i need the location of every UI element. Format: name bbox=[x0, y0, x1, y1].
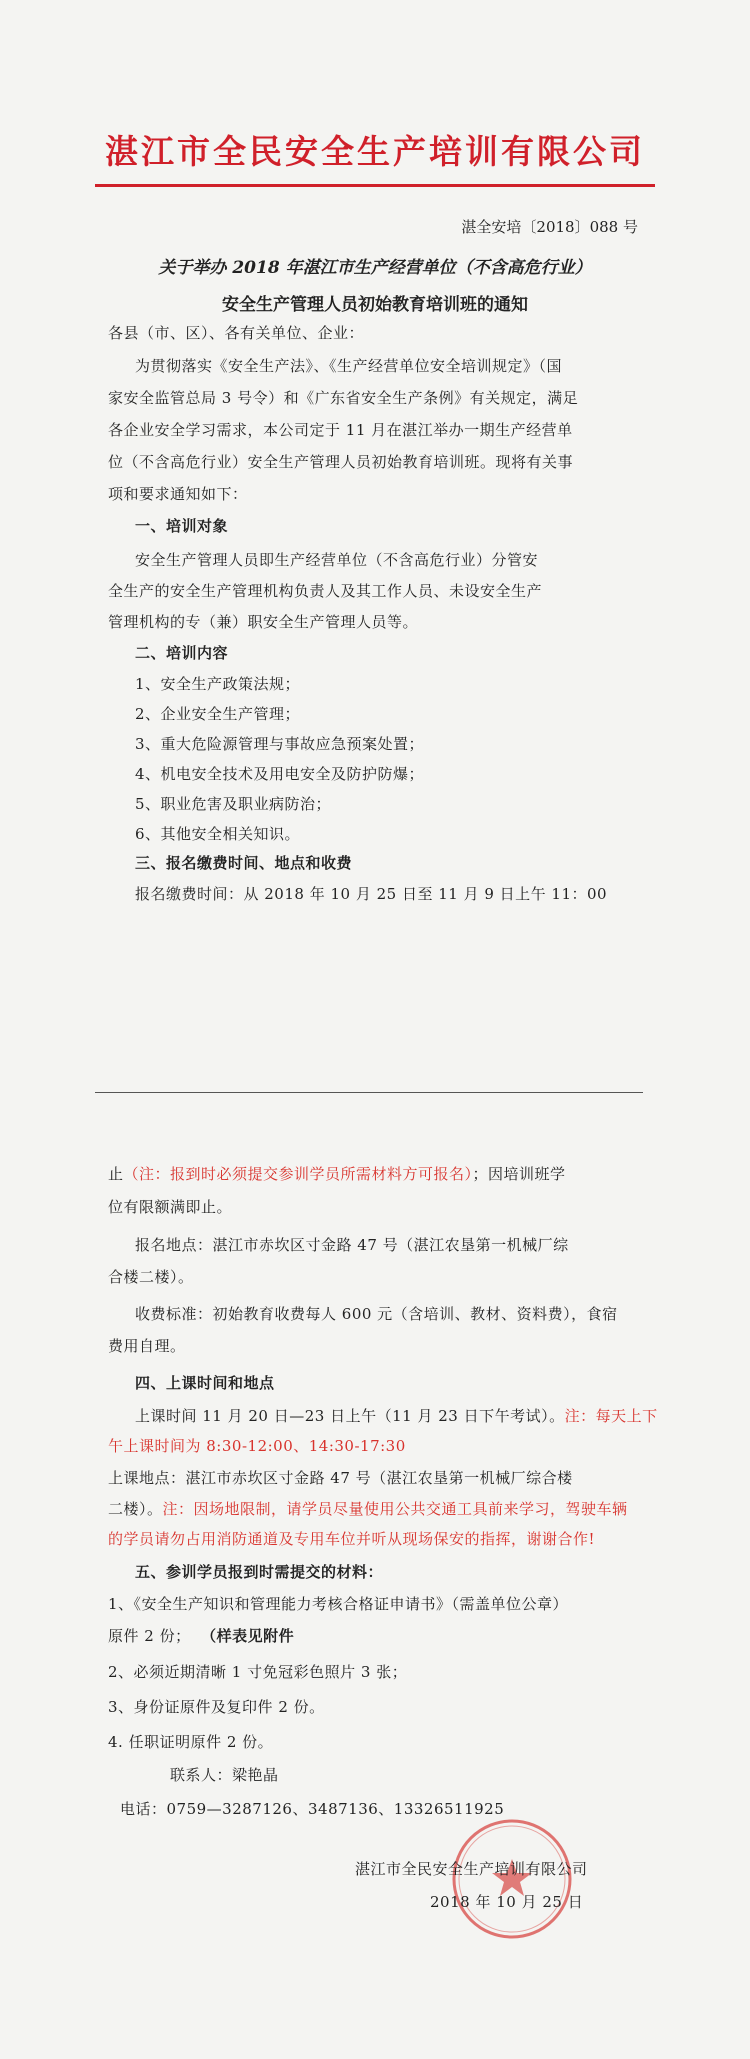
section-3-title: 三、报名缴费时间、地点和收费 bbox=[135, 854, 353, 872]
section-2-item: 1、安全生产政策法规； bbox=[135, 675, 301, 693]
notice-title-line2: 安全生产管理人员初始教育培训班的通知 bbox=[222, 295, 528, 315]
registration-deadline-line bbox=[108, 1163, 566, 1184]
contact-person: 联系人：梁艳晶 bbox=[170, 1766, 279, 1784]
class-place: 上课地点：湛江市赤坎区寸金路 47 号（湛江农垦第一机械厂综合楼 bbox=[108, 1469, 573, 1487]
attachment-note: （样表见附件 bbox=[201, 1627, 295, 1645]
section-1-title: 一、培训对象 bbox=[135, 517, 229, 535]
page-break-rule bbox=[95, 1092, 643, 1093]
company-seal-stamp bbox=[448, 1815, 576, 1943]
section-2-item: 3、重大危险源管理与事故应急预案处置； bbox=[135, 735, 425, 753]
deadline-text: 止 bbox=[108, 1165, 124, 1183]
intro-line: 家安全监管总局 3 号令）和《广东省安全生产条例》有关规定，满足 bbox=[108, 389, 579, 407]
class-time-note: 注：每天上下 bbox=[564, 1407, 658, 1425]
notice-title-line1: 关于举办 2018 年湛江市生产经营单位（不含高危行业） bbox=[158, 258, 592, 278]
intro-line: 为贯彻落实《安全生产法》、《生产经营单位安全培训规定》（国 bbox=[135, 357, 563, 375]
section-5-title: 五、参训学员报到时需提交的材料： bbox=[135, 1563, 384, 1581]
document-number: 湛全安培〔2018〕088 号 bbox=[461, 218, 638, 236]
registration-place: 合楼二楼）。 bbox=[108, 1268, 194, 1286]
header-rule bbox=[95, 184, 655, 187]
intro-line: 位（不含高危行业）安全生产管理人员初始教育培训班。现将有关事 bbox=[108, 453, 574, 471]
section-1-text: 全生产的安全生产管理机构负责人及其工作人员、未设安全生产 bbox=[108, 582, 543, 600]
section-2-item: 4、机电安全技术及用电安全及防护防爆； bbox=[135, 765, 425, 783]
section-2-title: 二、培训内容 bbox=[135, 644, 229, 662]
quota-note: 位有限额满即止。 bbox=[108, 1198, 233, 1216]
section-2-item: 6、其他安全相关知识。 bbox=[135, 825, 301, 843]
section-2-item: 5、职业危害及职业病防治； bbox=[135, 795, 332, 813]
material-item: 1、《安全生产知识和管理能力考核合格证申请书》（需盖单位公章） bbox=[108, 1595, 569, 1613]
material-item: 2、必须近期清晰 1 寸免冠彩色照片 3 张； bbox=[108, 1663, 408, 1681]
material-item: 3、身份证原件及复印件 2 份。 bbox=[108, 1698, 325, 1716]
fee-standard: 收费标准：初始教育收费每人 600 元（含培训、教材、资料费），食宿 bbox=[135, 1305, 618, 1323]
intro-line: 各企业安全学习需求，本公司定于 11 月在湛江举办一期生产经营单 bbox=[108, 421, 573, 439]
class-hours-note: 午上课时间为 8:30-12:00、14:30-17:30 bbox=[108, 1437, 406, 1455]
intro-line: 项和要求通知如下： bbox=[108, 485, 248, 503]
section-4-title: 四、上课时间和地点 bbox=[135, 1374, 275, 1392]
transport-note: 注：因场地限制，请学员尽量使用公共交通工具前来学习，驾驶车辆 bbox=[162, 1500, 628, 1518]
company-header: 湛江市全民安全生产培训有限公司 bbox=[105, 132, 645, 171]
class-place-line bbox=[108, 1498, 628, 1519]
registration-note: （注：报到时必须提交参训学员所需材料方可报名） bbox=[123, 1165, 473, 1183]
registration-place: 报名地点：湛江市赤坎区寸金路 47 号（湛江农垦第一机械厂综 bbox=[135, 1236, 569, 1254]
transport-note-cont: 的学员请勿占用消防通道及专用车位并听从现场保安的指挥，谢谢合作! bbox=[108, 1530, 596, 1548]
material-item-copies: 原件 2 份； bbox=[108, 1627, 191, 1645]
section-1-text: 安全生产管理人员即生产经营单位（不含高危行业）分管安 bbox=[135, 551, 539, 569]
addressee: 各县（市、区）、各有关单位、企业： bbox=[108, 324, 365, 342]
class-time: 上课时间 11 月 20 日—23 日上午（11 月 23 日下午考试）。 bbox=[135, 1407, 565, 1425]
contact-phone: 电话：0759—3287126、3487136、13326511925 bbox=[120, 1800, 505, 1818]
signature-date: 2018 年 10 月 25 日 bbox=[430, 1893, 584, 1911]
fee-standard: 费用自理。 bbox=[108, 1337, 186, 1355]
material-item: 4. 任职证明原件 2 份。 bbox=[108, 1733, 274, 1751]
registration-time: 报名缴费时间：从 2018 年 10 月 25 日至 11 月 9 日上午 11：00 bbox=[135, 885, 608, 903]
material-item bbox=[108, 1625, 294, 1646]
signature-company: 湛江市全民安全生产培训有限公司 bbox=[355, 1860, 588, 1878]
class-time-line bbox=[135, 1405, 658, 1426]
section-2-item: 2、企业安全生产管理； bbox=[135, 705, 301, 723]
deadline-rest: ；因培训班学 bbox=[472, 1165, 566, 1183]
class-place-cont: 二楼）。 bbox=[108, 1500, 163, 1518]
section-1-text: 管理机构的专（兼）职安全生产管理人员等。 bbox=[108, 613, 419, 631]
